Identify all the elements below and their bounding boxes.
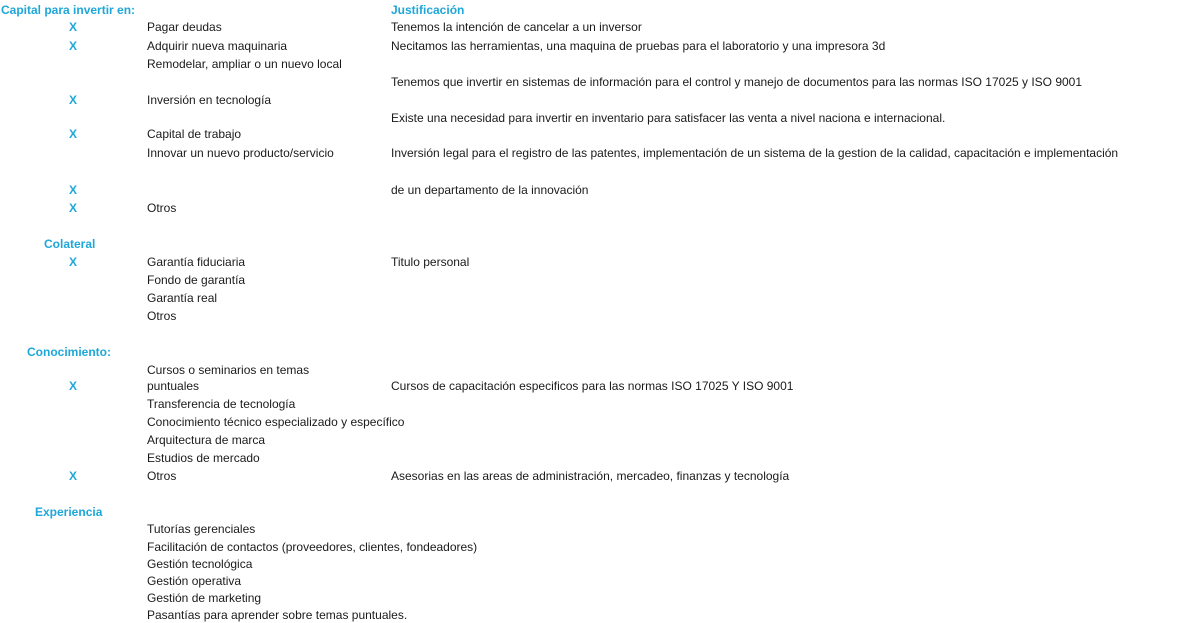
item-label: puntuales [147,379,200,393]
item-label: Transferencia de tecnología [147,397,296,411]
item-label: Otros [147,201,177,215]
item-label: Otros [147,469,177,483]
item-label: Remodelar, ampliar o un nuevo local [147,57,342,71]
justification-text: Tenemos la intención de cancelar a un inversor [391,20,642,34]
check-mark: X [68,20,77,34]
item-label: Otros [147,309,177,323]
justification-text: Titulo personal [391,255,470,269]
section-header-capital: Capital para invertir en: [1,3,136,17]
section-header-conocimiento: Conocimiento: [27,345,111,359]
justification-text: Asesorias en las areas de administración, mercadeo, finanzas y tecnología [391,469,790,483]
item-label: Garantía fiduciaria [147,255,246,269]
item-label: Facilitación de contactos (proveedores, clientes, fondeadores) [147,540,478,554]
check-mark: X [68,255,77,269]
check-mark: X [68,93,77,107]
item-label: Estudios de mercado [147,451,260,465]
justification-text: Tenemos que invertir en sistemas de información para el control y manejo de documentos para las normas ISO 17025 y ISO 9001 [391,75,1083,89]
section-header-experiencia: Experiencia [35,505,103,519]
item-label: Inversión en tecnología [147,93,272,107]
item-label: Innovar un nuevo producto/servicio [147,146,334,160]
item-label: Gestión tecnológica [147,557,253,571]
justification-text: de un departamento de la innovación [391,183,589,197]
item-label: Garantía real [147,291,218,305]
item-label: Pagar deudas [147,20,222,34]
check-mark: X [68,379,77,393]
justification-header: Justificación [391,3,465,17]
item-label: Capital de trabajo [147,127,242,141]
justification-text: Existe una necesidad para invertir en inventario para satisfacer las venta a nivel naciona e internacional. [391,111,946,125]
justification-text: Cursos de capacitación especificos para las normas ISO 17025 Y ISO 9001 [391,379,794,393]
item-label: Gestión de marketing [147,591,262,605]
check-mark: X [68,127,77,141]
section-header-colateral: Colateral [44,237,96,251]
check-mark: X [68,39,77,53]
check-mark: X [68,201,77,215]
justification-text: Inversión legal para el registro de las patentes, implementación de un sistema de la gestion de la calidad, capacitación e implementación [391,146,1119,160]
item-label: Tutorías gerenciales [147,522,256,536]
item-label: Conocimiento técnico especializado y específico [147,415,405,429]
item-label: Pasantías para aprender sobre temas puntuales. [147,608,408,622]
check-mark: X [68,183,77,197]
check-mark: X [68,469,77,483]
item-label: Adquirir nueva maquinaria [147,39,288,53]
justification-text: Necitamos las herramientas, una maquina de pruebas para el laboratorio y una impresora 3d [391,39,886,53]
item-label: Arquitectura de marca [147,433,266,447]
item-label: Cursos o seminarios en temas [147,363,310,377]
item-label: Fondo de garantía [147,273,246,287]
item-label: Gestión operativa [147,574,242,588]
